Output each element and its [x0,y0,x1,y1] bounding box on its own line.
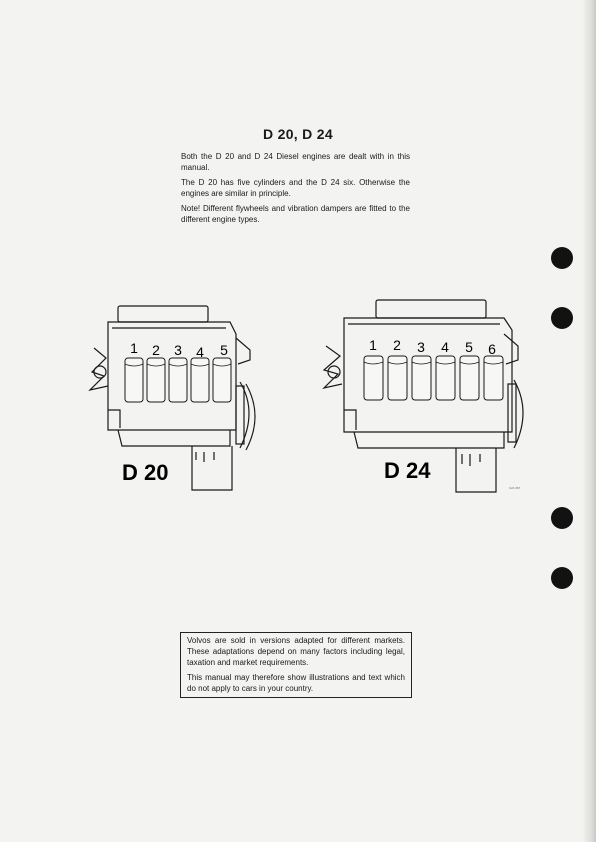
market-notice-box [180,632,412,698]
engine-label: D 24 [384,458,431,483]
notice-paragraph: This manual may therefore show illustrations and text which do not apply to cars in your country. [187,673,405,693]
cylinder-group [364,356,503,400]
intro-paragraph: Both the D 20 and D 24 Diesel engines are dealt with in this manual. [181,152,410,172]
punch-hole [551,247,573,269]
cylinder-number: 2 [152,342,160,358]
cylinder-number: 3 [174,342,182,358]
engine-d20-illustration [80,300,270,495]
figure-reference: C21 667 [509,486,521,490]
cylinder-number: 5 [465,339,473,355]
cylinder-number: 2 [393,337,401,353]
cylinder-number: 5 [220,342,228,358]
cylinder-number: 1 [369,337,377,353]
cylinder-number: 3 [417,339,425,355]
notice-paragraph: Volvos are sold in versions adapted for different markets. These adaptations depend on many factors including legal, taxation and market requirements. [187,636,405,667]
engine-d24-illustration [318,296,528,496]
punch-hole [551,307,573,329]
intro-paragraph: Note! Different flywheels and vibration dampers are fitted to the different engine types. [181,204,410,224]
engine-d20-drawing [80,300,270,495]
punch-hole [551,507,573,529]
engine-d24-drawing [318,296,528,496]
cylinder-number: 4 [196,344,204,360]
cylinder-number: 4 [441,339,449,355]
cylinder-group [125,358,231,402]
cylinder-number: 6 [488,341,496,357]
intro-text [181,151,410,229]
engine-label: D 20 [122,460,169,485]
page-title: D 20, D 24 [263,126,333,142]
intro-paragraph: The D 20 has five cylinders and the D 24 six. Otherwise the engines are similar in principle. [181,178,410,198]
cylinder-number: 1 [130,340,138,356]
punch-hole [551,567,573,589]
